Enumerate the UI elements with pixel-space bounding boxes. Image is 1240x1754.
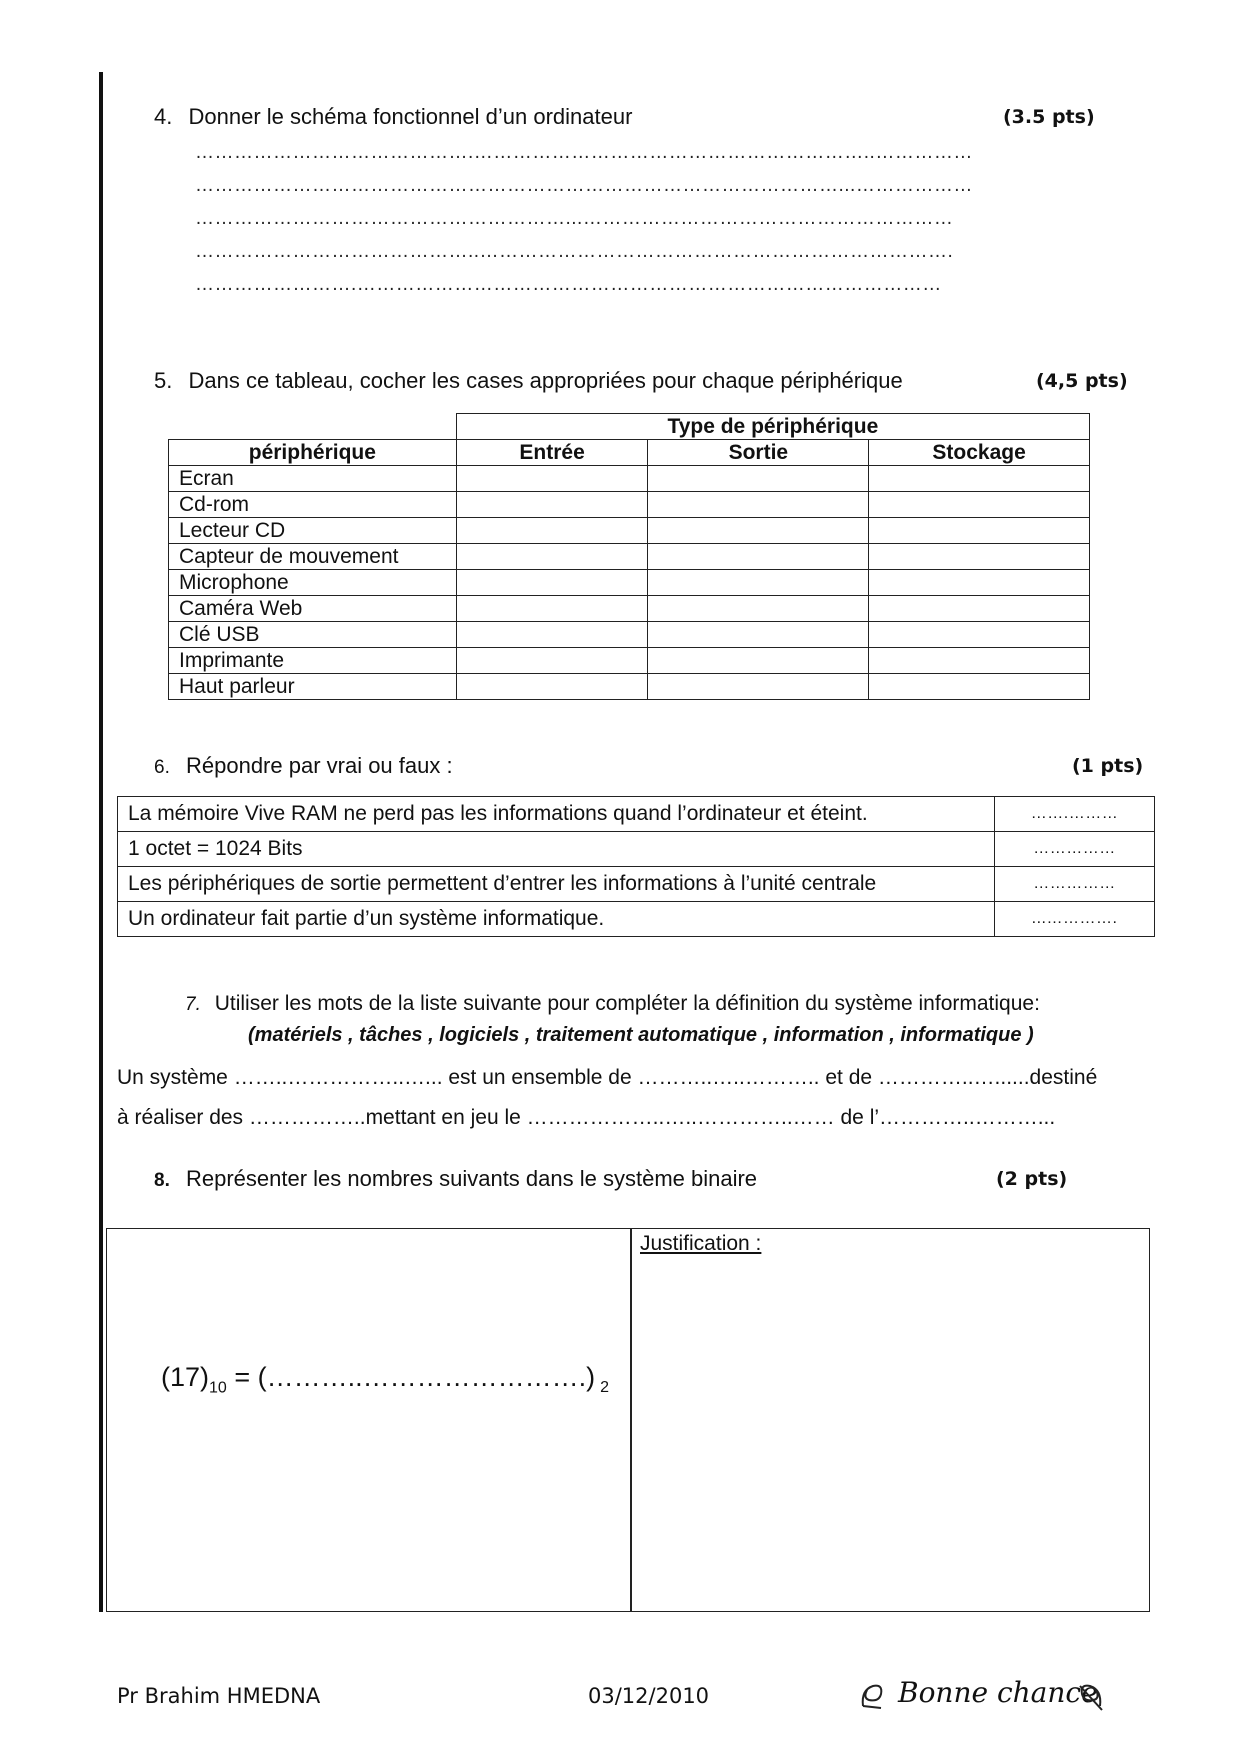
table-row	[169, 492, 1090, 518]
statement: Un ordinateur fait partie d’un système informatique.	[118, 902, 995, 937]
table-row	[169, 570, 1090, 596]
q8-points: (2 pts)	[996, 1168, 1068, 1190]
justification-area[interactable]	[640, 1264, 1140, 1604]
check-cell-entree[interactable]	[456, 596, 648, 622]
table-row	[118, 832, 1155, 867]
peripheral-name: Capteur de mouvement	[169, 544, 457, 570]
column-header: Entrée	[456, 440, 648, 466]
check-cell-stockage[interactable]	[869, 570, 1090, 596]
check-cell-entree[interactable]	[456, 544, 648, 570]
q8-number: 8.	[154, 1170, 170, 1191]
check-cell-entree[interactable]	[456, 622, 648, 648]
check-cell-sortie[interactable]	[648, 648, 869, 674]
check-cell-stockage[interactable]	[869, 518, 1090, 544]
left-margin-rule	[99, 72, 103, 1612]
answer-field[interactable]: ……………	[995, 832, 1155, 867]
check-cell-stockage[interactable]	[869, 492, 1090, 518]
footer-author: Pr Brahim HMEDNA	[117, 1684, 321, 1708]
table-row	[169, 622, 1090, 648]
peripheral-name: Haut parleur	[169, 674, 457, 700]
check-cell-sortie[interactable]	[648, 674, 869, 700]
check-cell-sortie[interactable]	[648, 466, 869, 492]
decorative-flower-icon-left	[857, 1680, 887, 1717]
check-cell-sortie[interactable]	[648, 544, 869, 570]
q6-points: (1 pts)	[1072, 755, 1144, 777]
check-cell-stockage[interactable]	[869, 596, 1090, 622]
q4-text: Donner le schéma fonctionnel d’un ordinateur	[188, 104, 633, 129]
q4-answer-line[interactable]: …………………….………………………………………………………………………………	[195, 274, 942, 295]
q4-number: 4.	[154, 104, 173, 129]
answer-field[interactable]: ……………	[995, 867, 1155, 902]
peripheral-name: Caméra Web	[169, 596, 457, 622]
peripheral-name: Microphone	[169, 570, 457, 596]
q4-answer-line[interactable]: …………………………………….……………………………………………………..……………	[195, 142, 973, 163]
answer-field[interactable]: …….………	[995, 797, 1155, 832]
decimal-number: (17)	[161, 1362, 210, 1392]
group-header: Type de périphérique	[456, 414, 1089, 440]
column-header: Sortie	[648, 440, 869, 466]
q7-word-list: (matériels , tâches , logiciels , traitement automatique , information , informatique )	[248, 1024, 1034, 1046]
check-cell-stockage[interactable]	[869, 466, 1090, 492]
peripheral-name: Imprimante	[169, 648, 457, 674]
check-cell-sortie[interactable]	[648, 622, 869, 648]
q7-text: Utiliser les mots de la liste suivante pour compléter la définition du système informatique:	[214, 992, 1040, 1015]
peripheral-name: Ecran	[169, 466, 457, 492]
check-cell-entree[interactable]	[456, 674, 648, 700]
binary-answer-blank[interactable]: = (………..…………………….)	[226, 1362, 596, 1392]
statement: Les périphériques de sortie permettent d’entrer les informations à l’unité centrale	[118, 867, 995, 902]
peripheral-name: Lecteur CD	[169, 518, 457, 544]
footer-date: 03/12/2010	[588, 1684, 710, 1708]
q7-fill-line-2[interactable]: à réaliser des ……………..mettant en jeu le ………………..…..…………..…… de l’…………..………...	[117, 1106, 1056, 1129]
check-cell-sortie[interactable]	[648, 518, 869, 544]
check-cell-stockage[interactable]	[869, 622, 1090, 648]
q4-answer-line[interactable]: …………………………………………………...…………………………………………………	[195, 208, 954, 229]
column-header: Stockage	[869, 440, 1090, 466]
justification-label: Justification :	[640, 1232, 762, 1255]
peripheral-name: Cd-rom	[169, 492, 457, 518]
table-row	[169, 518, 1090, 544]
q7-heading	[185, 992, 1040, 1016]
q8-heading	[154, 1166, 757, 1192]
binary-box-divider	[630, 1228, 632, 1612]
q5-points: (4,5 pts)	[1036, 370, 1128, 392]
table-row	[169, 544, 1090, 570]
empty-corner-cell	[169, 414, 457, 440]
decorative-flower-icon-right	[1076, 1680, 1106, 1717]
check-cell-sortie[interactable]	[648, 570, 869, 596]
binary-expression	[161, 1362, 609, 1397]
check-cell-sortie[interactable]	[648, 596, 869, 622]
q7-number: 7.	[185, 994, 201, 1015]
table-row	[118, 867, 1155, 902]
check-cell-entree[interactable]	[456, 466, 648, 492]
table-row	[118, 797, 1155, 832]
check-cell-entree[interactable]	[456, 570, 648, 596]
q6-number: 6.	[154, 757, 170, 778]
q7-fill-line-1[interactable]: Un système ……..……………..…... est un ensemble de ………..…..……….. et de …………..…......destiné	[117, 1066, 1098, 1089]
peripheral-table	[168, 413, 1090, 700]
table-row	[169, 596, 1090, 622]
q5-text: Dans ce tableau, cocher les cases appropriées pour chaque périphérique	[188, 368, 903, 393]
check-cell-entree[interactable]	[456, 492, 648, 518]
q8-text: Représenter les nombres suivants dans le système binaire	[185, 1166, 758, 1191]
check-cell-stockage[interactable]	[869, 544, 1090, 570]
q4-answer-line[interactable]: ………………………………………………………………………………………...………………	[195, 175, 973, 196]
check-cell-entree[interactable]	[456, 518, 648, 544]
peripheral-name: Clé USB	[169, 622, 457, 648]
q4-heading	[154, 104, 632, 130]
check-cell-entree[interactable]	[456, 648, 648, 674]
statement: 1 octet = 1024 Bits	[118, 832, 995, 867]
q5-number: 5.	[154, 368, 173, 393]
check-cell-stockage[interactable]	[869, 648, 1090, 674]
table-row	[169, 648, 1090, 674]
table-row	[169, 674, 1090, 700]
q6-text: Répondre par vrai ou faux :	[185, 753, 453, 778]
table-row	[118, 902, 1155, 937]
q6-heading	[154, 753, 453, 779]
statement: La mémoire Vive RAM ne perd pas les informations quand l’ordinateur et éteint.	[118, 797, 995, 832]
q4-answer-line[interactable]: ……………………………………..……………………………………………………………….	[195, 241, 954, 262]
q4-points: (3.5 pts)	[1003, 106, 1095, 128]
table-row	[169, 466, 1090, 492]
true-false-table	[117, 796, 1155, 937]
base-2-subscript: 2	[600, 1379, 609, 1397]
check-cell-stockage[interactable]	[869, 674, 1090, 700]
q5-heading	[154, 368, 903, 394]
closing-message: Bonne chance	[898, 1676, 1098, 1709]
base-10-subscript: 10	[209, 1379, 227, 1397]
answer-field[interactable]: ...………….	[995, 902, 1155, 937]
column-header: périphérique	[169, 440, 457, 466]
check-cell-sortie[interactable]	[648, 492, 869, 518]
